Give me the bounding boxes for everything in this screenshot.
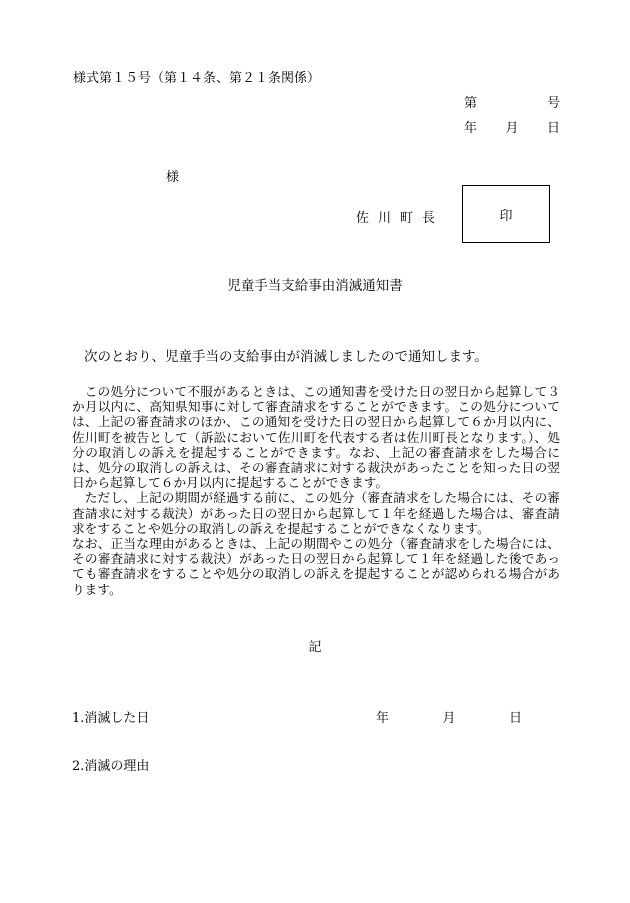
appeal-paragraph-1: この処分について不服があるときは、この通知書を受けた日の翌日から起算して３か月以内に、高知県知事に対して審査請求をすることができます。この処分については、上記の審査請求のほか、この通知を受けた日の翌日から起算して６か月以内に、佐川町を被告として（訴訟において佐川町を代表する者は佐川町長となります。）、処分の取消しの訴えを提起することができます。なお、上記の審査請求をした場合には、処分の取消しの訴えは、その審査請求に対する裁決があったことを知った日の翌日から起算して６か月以内に提起することができます。: [72, 384, 560, 491]
issuer-name: [356, 207, 435, 226]
document-number-line: [464, 92, 560, 111]
item-extinction-reason-label: 2.消滅の理由: [72, 759, 150, 774]
issue-date-line: [464, 117, 560, 136]
issue-date-day: 日: [546, 121, 560, 136]
ki-heading: 記: [308, 640, 322, 655]
issuer-char: 町: [400, 211, 414, 226]
doc-number-prefix: 第: [464, 96, 478, 111]
issuer-char: 長: [422, 211, 436, 226]
issuer-char: 佐: [356, 211, 370, 226]
appeal-paragraph-3: なお、正当な理由があるときは、上記の期間やこの処分（審査請求をした場合には、その審査請求に対する裁決）があった日の翌日から起算して１年を経過した後であっても審査請求をすることや処分の取消しの訴えを提起することが認められる場合があります。: [72, 536, 560, 597]
appeal-paragraph-2: ただし、上記の期間が経過する前に、この処分（審査請求をした場合には、その審査請求に対する裁決）があった日の翌日から起算して１年を経過した場合は、審査請求をすることや処分の取消しの訴えを提起することができなくなります。: [72, 490, 560, 536]
item-extinction-date-label: 1.消滅した日: [72, 711, 150, 726]
document-title-text: 児童手当支給事由消滅通知書: [227, 278, 403, 294]
extinction-year: 年: [376, 711, 390, 726]
extinction-month: 月: [442, 711, 456, 726]
form-number: 様式第１５号（第１４条、第２１条関係）: [73, 71, 321, 86]
doc-number-suffix: 号: [546, 96, 560, 111]
seal-label: 印: [499, 208, 513, 224]
extinction-day: 日: [508, 711, 522, 726]
addressee-honorific: 様: [166, 170, 180, 185]
issue-date-month: 月: [505, 121, 519, 136]
appeal-notice: [72, 384, 560, 597]
document-title: [0, 274, 630, 294]
intro-sentence: 次のとおり、児童手当の支給事由が消滅しましたので通知します。: [84, 349, 488, 365]
item-extinction-date-fields: [376, 707, 522, 726]
issuer-char: 川: [378, 211, 392, 226]
issue-date-year: 年: [464, 121, 478, 136]
seal-box: [462, 185, 550, 243]
